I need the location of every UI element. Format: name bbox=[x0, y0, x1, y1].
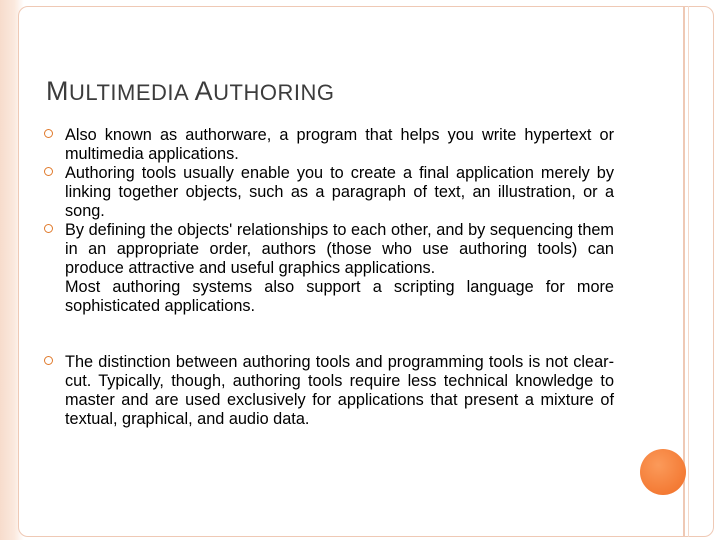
slide-title bbox=[46, 76, 334, 107]
right-rule bbox=[683, 6, 685, 537]
bullet-text-continued: Most authoring systems also support a scripting language for more sophisticated applications. bbox=[65, 278, 614, 315]
ring-bullet-icon bbox=[44, 167, 53, 176]
ring-bullet-icon bbox=[44, 356, 53, 365]
bullet-text: Authoring tools usually enable you to create a final application merely by linking together objects, such as a paragraph of text, an illustration, or a song. bbox=[65, 164, 614, 220]
orange-circle-decoration bbox=[640, 449, 686, 495]
title-cap-m: M bbox=[46, 76, 69, 106]
bullet-item bbox=[44, 126, 614, 164]
title-rest-1: ULTIMEDIA bbox=[69, 80, 195, 105]
bullet-text: Also known as authorware, a program that helps you write hypertext or multimedia applications. bbox=[65, 126, 614, 163]
bullet-list bbox=[44, 126, 614, 429]
title-rest-2: UTHORING bbox=[213, 80, 335, 105]
bullet-item bbox=[44, 164, 614, 221]
bullet-text: The distinction between authoring tools and programming tools is not clear-cut. Typically, though, authoring tools require less technical knowledge to master and are used exclusively for applications that present a mixture of textual, graphical, and audio data. bbox=[65, 353, 614, 428]
bullet-text: By defining the objects' relationships to each other, and by sequencing them in an appropriate order, authors (those who use authoring tools) can produce attractive and useful graphics applications. bbox=[65, 221, 614, 277]
bullet-item bbox=[44, 221, 614, 316]
ring-bullet-icon bbox=[44, 224, 53, 233]
bullet-item bbox=[44, 353, 614, 429]
title-cap-a: A bbox=[194, 76, 214, 106]
right-rule-inner bbox=[688, 6, 689, 537]
ring-bullet-icon bbox=[44, 129, 53, 138]
